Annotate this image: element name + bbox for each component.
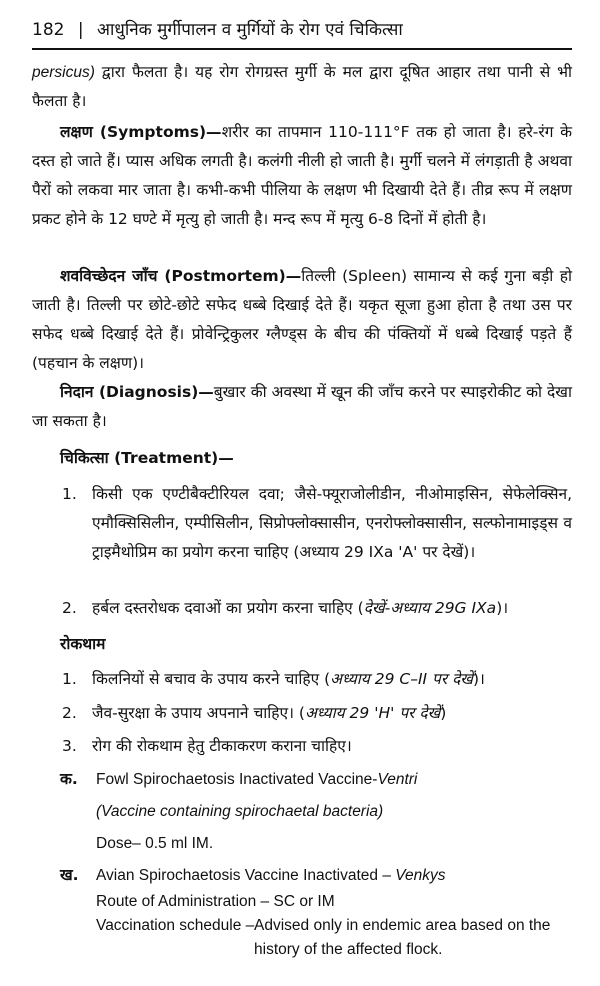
vaccine-kha-label: ख. [60, 866, 79, 884]
book-page: 182 | आधुनिक मुर्गीपालन व मुर्गियों के रोग एवं चिकित्सा persicus) द्वारा फैलता है। यह रोग रोगग्रस्त मुर्गी के मल द्वारा दूषित आहार तथा पानी से भी फैलता है। लक्षण (Symptoms)—शरीर का तापमान 110-111°F तक हो जाता है। हरे-रंग के दस्त हो जाते हैं। प्यास अधिक लगती है। कलंगी नीली हो जाती है। मुर्गी चलने में लंगड़ाती है अथवा पैरों को लकवा मार जाता है। कभी-कभी पीलिया के लक्षण भी दिखायी देते हैं। तीव्र रूप में लक्षण प्रकट होने के 12 घण्टे में मृत्यु हो जाती है। मन्द रूप में मृत्यु 6-8 दिनों में होती है। शवविच्छेदन जाँच (Postmortem)—तिल्ली (Spleen) सामान्य से कई गुना बड़ी हो जाती है। तिल्ली पर छोटे-छोटे सफेद धब्बे दिखाई देते हैं। यकृत सूजा हुआ होता है तथा उस पर सफेद धब्बे दिखाई देते हैं। प्रोवेन्ट्रिकुलर ग्लैण्ड्स के बीच की पंक्तियों में धब्बे दिखाई पड़ते हैं (पहचान के लक्षण)। निदान (Diagnosis)—बुखार की अवस्था में खून की जाँच करने पर स्पाइरोकीट को देखा जा सकता है। चिकित्सा (Treatment)— 1. किसी एक एण्टीबैक्टीरियल दवा; जैसे-फ्यूराजोलीडीन, नीओमाइसिन, सेफेलेक्सिन, एमौक्सिसिलीन, एम्पीसिलीन, सिप्रोफ्लोक्सासीन, एनरोफ्लोक्सासीन, सल्फोनामाइड्स व ट्राइमैथोप्रिम का प्रयोग करना चाहिए (अध्याय 29 IXa 'A' पर देखें)। 2. हर्बल दस्तरोधक दवाओं का प्रयोग करना चाहिए (देखें-अध्याय 29G IXa)। रोकथाम 1. किलनियों से बचाव के उपाय करने चाहिए (अध्याय 29 C–II पर देखें)। 2. जैव-सुरक्षा के उपाय अपनाने चाहिए। (अध्याय 29 'H' पर देखें) 3. रोग की रोकथाम हेतु टीकाकरण कराना चाहिए। क. Fowl Spirochaetosis Inactivated Vaccine-Ventri (Vaccine containing spirochaetal bacteria) Dose– 0.5 ml IM. ख. Avian Spirochaetosis Vaccine Inactivated – Venkys Route of Administration – SC or IM Vaccination schedule – Advised only in endemic area based on the history of the affected flock. [0, 0, 600, 986]
diagnosis-heading: निदान (Diagnosis)— [60, 383, 214, 401]
page-number: 182 [32, 20, 65, 40]
treatment-heading: चिकित्सा (Treatment)— [60, 449, 234, 467]
diagnosis-paragraph: निदान (Diagnosis)—बुखार की अवस्था में खून की जाँच करने पर स्पाइरोकीट को देखा जा सकता है। [32, 383, 572, 430]
book-title: आधुनिक मुर्गीपालन व मुर्गियों के रोग एवं चिकित्सा [97, 20, 403, 40]
page-header [32, 12, 572, 50]
treatment-item-1: 1. किसी एक एण्टीबैक्टीरियल दवा; जैसे-फ्यूराजोलीडीन, नीओमाइसिन, सेफेलेक्सिन, एमौक्सिसिलीन, एम्पीसिलीन, सिप्रोफ्लोक्सासीन, एनरोफ्लोक्सासीन, सल्फोनामाइड्स व ट्राइमैथोप्रिम का प्रयोग करना चाहिए (अध्याय 29 IXa 'A' पर देखें)। [62, 485, 572, 561]
postmortem-paragraph: शवविच्छेदन जाँच (Postmortem)—तिल्ली (Spleen) सामान्य से कई गुना बड़ी हो जाती है। तिल्ली पर छोटे-छोटे सफेद धब्बे दिखाई देते हैं। यकृत सूजा हुआ होता है तथा उस पर सफेद धब्बे दिखाई देते हैं। प्रोवेन्ट्रिकुलर ग्लैण्ड्स के बीच की पंक्तियों में धब्बे दिखाई पड़ते हैं (पहचान के लक्षण)। [32, 267, 572, 372]
header-separator: | [77, 20, 84, 40]
symptoms-heading: लक्षण (Symptoms)— [60, 123, 222, 141]
symptoms-paragraph: लक्षण (Symptoms)—शरीर का तापमान 110-111°F तक हो जाता है। हरे-रंग के दस्त हो जाते हैं। प्यास अधिक लगती है। कलंगी नीली हो जाती है। मुर्गी चलने में लंगड़ाती है अथवा पैरों को लकवा मार जाता है। कभी-कभी पीलिया के लक्षण भी दिखायी देते हैं। तीव्र रूप में लक्षण प्रकट होने के 12 घण्टे में मृत्यु हो जाती है। मन्द रूप में मृत्यु 6-8 दिनों में होती है। [32, 123, 572, 228]
intro-paragraph: persicus) द्वारा फैलता है। यह रोग रोगग्रस्त मुर्गी के मल द्वारा दूषित आहार तथा पानी से भी फैलता है। [32, 63, 572, 110]
postmortem-heading: शवविच्छेदन जाँच (Postmortem)— [60, 267, 302, 285]
prevention-heading: रोकथाम [60, 635, 106, 653]
vaccine-ka-label: क. [60, 770, 78, 788]
